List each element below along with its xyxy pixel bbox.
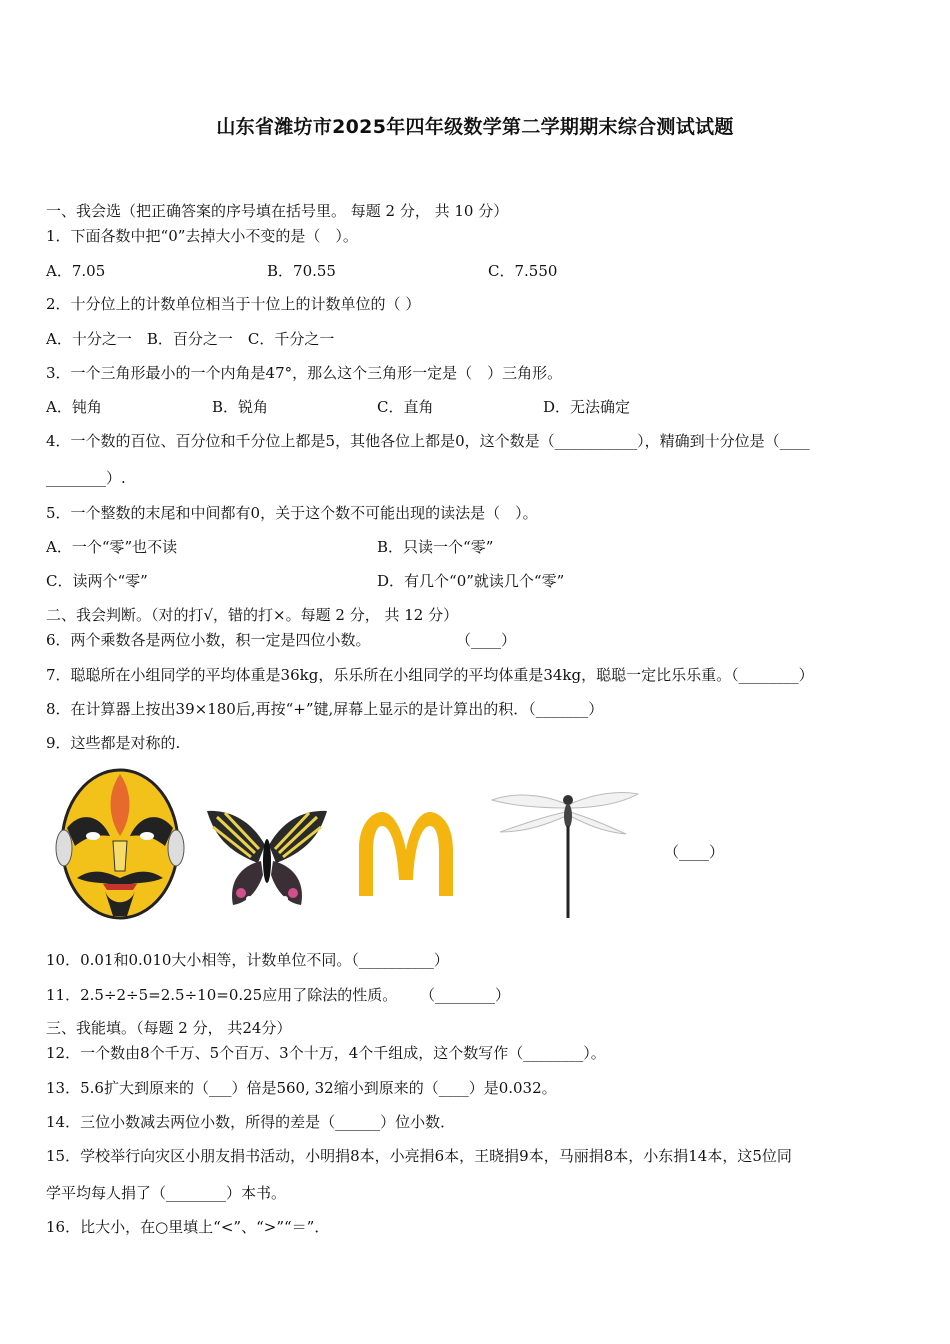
q6-answer-blank: （____） xyxy=(456,631,517,649)
q5-option-c: C．读两个“零” xyxy=(46,572,148,590)
q9-answer-blank: （____） xyxy=(664,843,725,861)
page-title: 山东省潍坊市2025年四年级数学第二学期期末综合测试试题 xyxy=(216,116,734,138)
q3-option-b: B．锐角 xyxy=(212,398,269,416)
q11-answer-blank: （________） xyxy=(420,986,511,1004)
q2-options: A．十分之一 B．百分之一 C．千分之一 xyxy=(46,330,335,348)
mcdonalds-logo-image xyxy=(355,810,457,898)
question-11: 11．2.5÷2÷5=2.5÷10=0.25应用了除法的性质。 xyxy=(46,986,398,1004)
section-2-header: 二、我会判断。（对的打√，错的打×。每题 2 分， 共 12 分） xyxy=(46,606,459,624)
butterfly-image xyxy=(203,805,331,913)
question-4: 4．一个数的百位、百分位和千分位上都是5，其他各位上都是0，这个数是（___________），精确到十分位是（____ xyxy=(46,432,810,450)
question-5: 5．一个整数的末尾和中间都有0，关于这个数不可能出现的读法是（ ）。 xyxy=(46,504,538,522)
question-16: 16．比大小，在○里填上“<”、“>”“＝”． xyxy=(46,1218,330,1236)
q5-option-d: D．有几个“0”就读几个“零” xyxy=(377,572,565,590)
section-1-header: 一、我会选（把正确答案的序号填在括号里。 每题 2 分， 共 10 分） xyxy=(46,202,509,220)
question-10: 10．0.01和0.010大小相等，计数单位不同。（__________） xyxy=(46,951,449,969)
question-15: 15．学校举行向灾区小朋友捐书活动，小明捐8本，小亮捐6本，王晓捐9本，马丽捐8本，小东捐14本，这5位同 xyxy=(46,1147,792,1165)
question-3: 3．一个三角形最小的一个内角是47°，那么这个三角形一定是（ ）三角形。 xyxy=(46,364,563,382)
question-15-cont: 学平均每人捐了（________）本书。 xyxy=(46,1184,287,1202)
question-7: 7．聪聪所在小组同学的平均体重是36kg，乐乐所在小组同学的平均体重是34kg，聪聪一定比乐乐重。（________） xyxy=(46,666,814,684)
question-6: 6．两个乘数各是两位小数，积一定是四位小数。 xyxy=(46,631,371,649)
q3-option-c: C．直角 xyxy=(377,398,434,416)
question-1: 1．下面各数中把“0”去掉大小不变的是（ ）。 xyxy=(46,227,358,245)
q1-option-a: A．7.05 xyxy=(46,262,106,280)
question-12: 12．一个数由8个千万、5个百万、3个十万，4个千组成，这个数写作（________）。 xyxy=(46,1044,606,1062)
dragonfly-image xyxy=(488,786,640,921)
question-9: 9．这些都是对称的. xyxy=(46,734,181,752)
question-13: 13．5.6扩大到原来的（___）倍是560, 32缩小到原来的（____）是0.032。 xyxy=(46,1079,557,1097)
question-2: 2．十分位上的计数单位相当于十位上的计数单位的（ ） xyxy=(46,295,421,313)
q3-option-d: D．无法确定 xyxy=(543,398,631,416)
section-3-header: 三、我能填。（每题 2 分， 共24分） xyxy=(46,1019,292,1037)
q5-option-a: A．一个“零”也不读 xyxy=(46,538,178,556)
question-4-cont: ________）. xyxy=(46,469,126,487)
opera-mask-image xyxy=(55,766,185,921)
q1-option-c: C．7.550 xyxy=(488,262,558,280)
question-14: 14．三位小数减去两位小数，所得的差是（______）位小数． xyxy=(46,1113,456,1131)
q1-option-b: B．70.55 xyxy=(267,262,336,280)
question-8: 8．在计算器上按出39×180后,再按“+”键,屏幕上显示的是计算出的积．（_______） xyxy=(46,700,604,718)
q5-option-b: B．只读一个“零” xyxy=(377,538,494,556)
q3-option-a: A．钝角 xyxy=(46,398,102,416)
